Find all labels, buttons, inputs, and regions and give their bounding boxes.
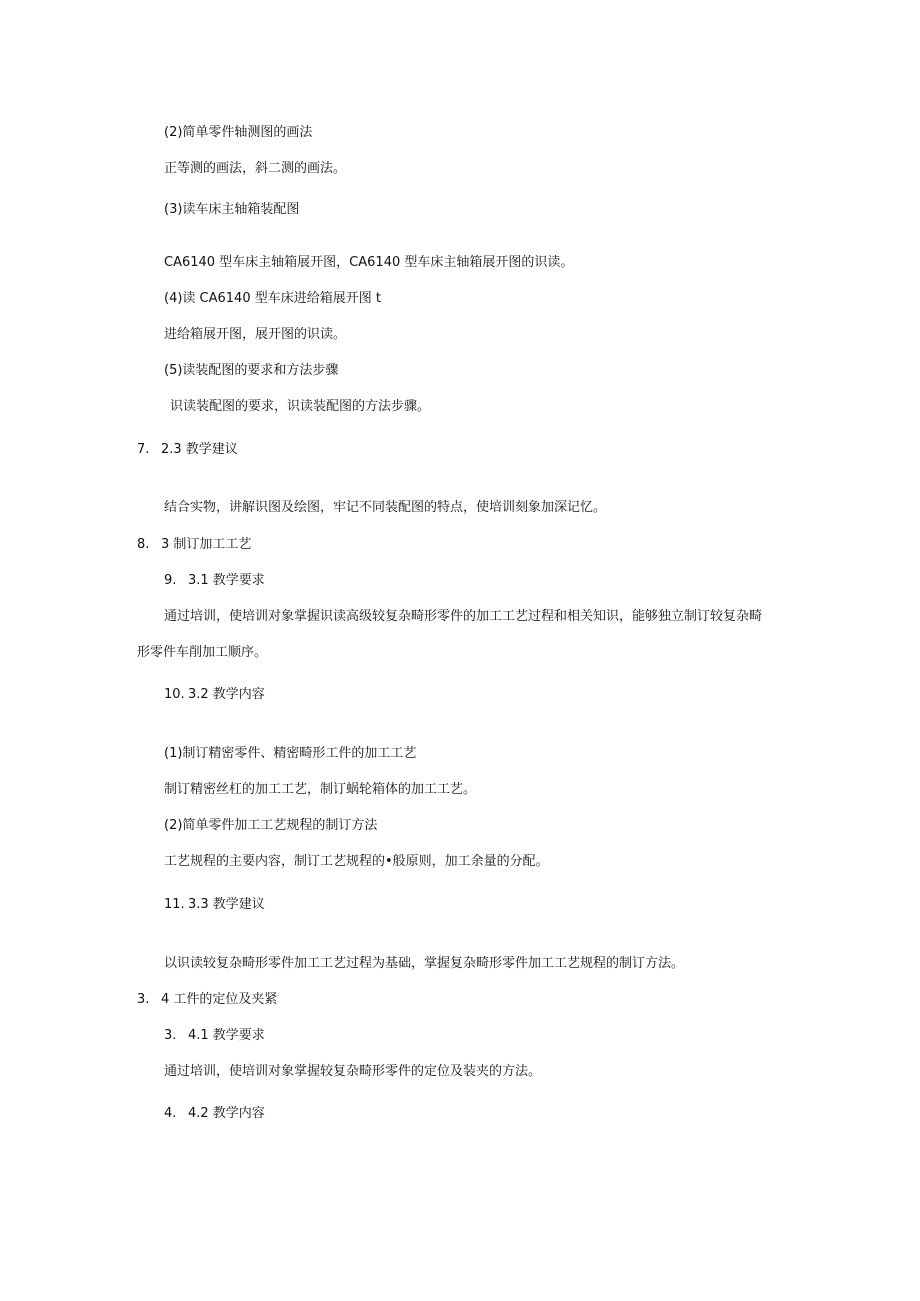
body-paragraph: 结合实物，讲解识图及绘图，牢记不同装配图的特点，使培训刻象加深记忆。 xyxy=(164,500,607,515)
section-title: 4.1 教学要求 xyxy=(188,1028,265,1043)
body-paragraph: 正等测的画法，斜二测的画法。 xyxy=(164,161,347,176)
section-number: 8. xyxy=(137,537,150,552)
section-number: 4. xyxy=(164,1106,177,1121)
body-paragraph-continuation: 形零件车削加工顺序。 xyxy=(137,645,268,660)
section-title: 3 制订加工工艺 xyxy=(161,537,252,552)
body-paragraph: 识读装配图的要求，识读装配图的方法步骤。 xyxy=(170,399,431,414)
body-paragraph: 通过培训，使培训对象掌握较复杂畸形零件的定位及装夹的方法。 xyxy=(164,1064,542,1079)
section-number: 7. xyxy=(137,442,150,457)
subsection-heading: (2)简单零件加工工艺规程的制订方法 xyxy=(164,818,378,833)
subsection-heading: (1)制订精密零件、精密畸形工件的加工工艺 xyxy=(164,746,417,761)
section-heading xyxy=(137,991,277,1009)
subsection-heading: (5)读装配图的要求和方法步骤 xyxy=(164,363,339,378)
subsection-heading: (4)读 CA6140 型车床进给箱展开图 t xyxy=(164,291,381,306)
body-paragraph: 工艺规程的主要内容，制订工艺规程的•般原则，加工余量的分配。 xyxy=(164,854,549,869)
body-paragraph: CA6140 型车床主轴箱展开图，CA6140 型车床主轴箱展开图的识读。 xyxy=(164,255,574,270)
section-title: 3.1 教学要求 xyxy=(188,573,265,588)
section-heading xyxy=(164,896,265,914)
section-title: 2.3 教学建议 xyxy=(161,442,238,457)
section-heading xyxy=(164,1027,265,1045)
section-title: 4.2 教学内容 xyxy=(188,1106,265,1121)
section-heading xyxy=(164,1105,265,1123)
section-title: 3.2 教学内容 xyxy=(188,687,265,702)
section-number: 3. xyxy=(164,1028,177,1043)
body-paragraph: 制订精密丝杠的加工工艺，制订蜗轮箱体的加工工艺。 xyxy=(164,782,477,797)
section-number: 10. xyxy=(164,687,185,702)
section-heading xyxy=(137,536,251,554)
section-title: 4 工件的定位及夹紧 xyxy=(161,992,278,1007)
section-heading xyxy=(164,572,265,590)
subsection-heading: (2)简单零件轴测图的画法 xyxy=(164,125,313,140)
section-number: 11. xyxy=(164,897,185,912)
subsection-heading: (3)读车床主轴箱装配图 xyxy=(164,202,300,217)
body-paragraph: 以识读较复杂畸形零件加工工艺过程为基础，掌握复杂畸形零件加工工艺规程的制订方法。 xyxy=(164,956,685,971)
body-paragraph: 进给箱展开图，展开图的识读。 xyxy=(164,327,347,342)
section-heading xyxy=(137,441,238,459)
section-number: 3. xyxy=(137,992,150,1007)
section-heading xyxy=(164,686,265,704)
section-number: 9. xyxy=(164,573,177,588)
section-title: 3.3 教学建议 xyxy=(188,897,265,912)
body-paragraph: 通过培训，使培训对象掌握识读高级较复杂畸形零件的加工工艺过程和相关知识，能够独立制订较复杂畸 xyxy=(164,609,763,624)
